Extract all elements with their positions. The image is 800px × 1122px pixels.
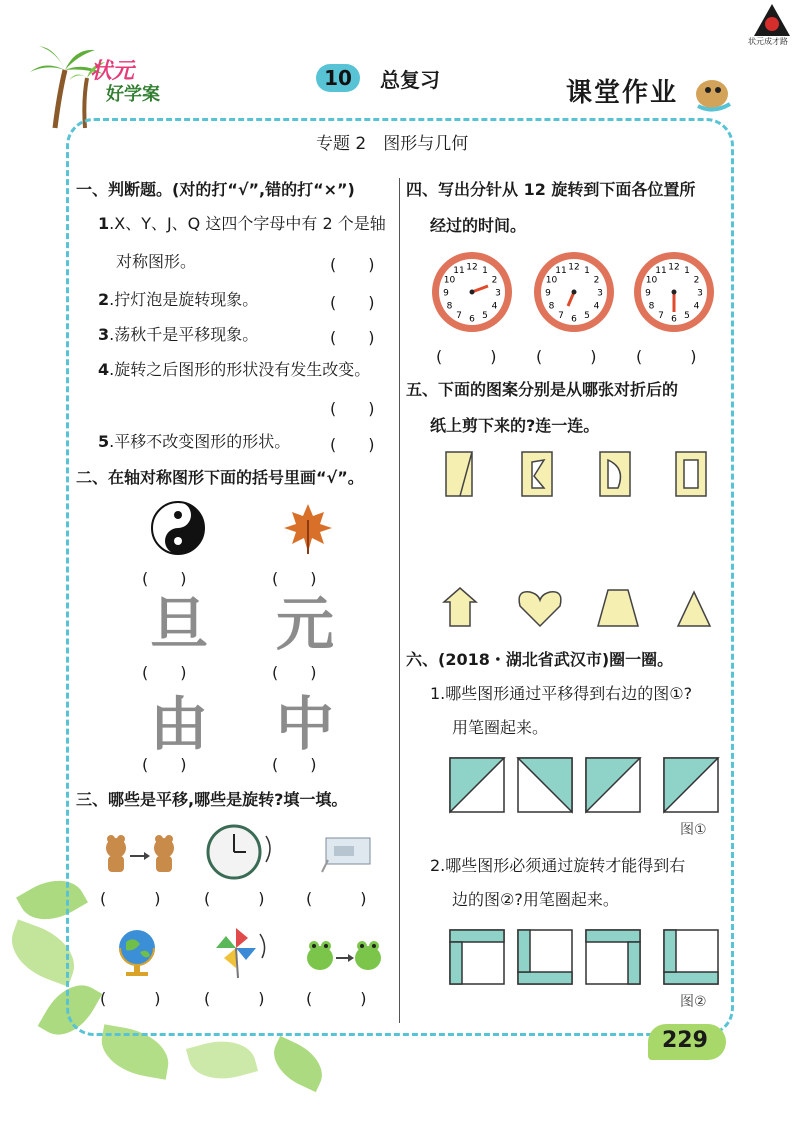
clock-numeral: 12 [668,262,680,273]
q6-sub2-line2: 边的图②?用笔圈起来。 [452,890,619,909]
translation-tiles [448,756,728,814]
clock-face-3 [632,250,716,338]
answer-paren[interactable]: ( ) [330,255,375,274]
answer-paren[interactable]: ( ) [436,347,497,366]
clock-numeral: 12 [466,262,478,273]
q6-sub2-line1: 2.哪些图形必须通过旋转才能得到右 [430,856,686,875]
clock-numeral: 10 [545,275,558,286]
clock-numeral: 6 [469,314,475,325]
answer-paren[interactable]: ( ) [204,989,265,1008]
pinwheel-icon [212,924,272,980]
yin-yang-icon [150,500,206,556]
clock-numeral: 4 [693,301,700,312]
clock-numeral: 9 [443,288,449,299]
clock-numeral: 7 [456,311,462,322]
answer-paren[interactable]: ( ) [330,293,375,312]
maple-leaf-icon [280,500,336,556]
q1-item-1: 1.X、Y、J、Q 这四个字母中有 2 个是轴 [98,214,386,233]
clock-numeral: 2 [491,275,498,286]
q6-sub1-line2: 用笔圈起来。 [452,718,549,737]
clock-numeral: 7 [558,311,564,322]
figure-1-label: 图① [680,822,707,838]
q1-heading: 一、判断题。(对的打“√”,错的打“×”) [76,180,355,199]
q3-heading: 三、哪些是平移,哪些是旋转?填一填。 [76,790,348,809]
clock-numeral: 1 [684,265,690,276]
q6-heading: 六、(2018・湖北省武汉市)圈一圈。 [406,650,674,669]
corner-logo-icon [752,2,792,38]
clock-numeral: 5 [684,311,690,322]
page-number: 229 [662,1028,708,1053]
leaf-decoration [186,1032,258,1087]
answer-paren[interactable]: ( ) [306,889,367,908]
unit-title: 总复习 [380,68,440,92]
clock-numeral: 3 [697,288,703,299]
char-yuan: 元 [276,590,335,658]
clock-numeral: 8 [446,301,453,312]
globe-icon [112,926,162,978]
q4-heading-line2: 经过的时间。 [430,216,527,235]
answer-paren[interactable]: ( ) [330,328,375,347]
answer-paren[interactable]: ( ) [306,989,367,1008]
heart-shape [519,592,561,626]
mascot-icon [688,66,738,116]
trapezoid-shape [598,590,638,626]
figure-2-label: 图② [680,994,707,1010]
q1-item-5: 5.平移不改变图形的形状。 [98,432,291,451]
answer-paren[interactable]: ( ) [536,347,597,366]
q5-heading-line2: 纸上剪下来的?连一连。 [430,416,600,435]
clock-numeral: 6 [571,314,577,325]
clock-numeral: 8 [648,301,655,312]
column-divider [399,178,400,1023]
clock-numeral: 1 [482,265,488,276]
clock-numeral: 11 [655,265,667,276]
clock-svg [430,250,514,334]
clock-numeral: 9 [645,288,651,299]
clock-numeral: 10 [443,275,456,286]
topic-title: 专题 2 图形与几何 [316,134,469,154]
section-label: 课堂作业 [566,78,679,108]
answer-paren[interactable]: ( ) [100,989,161,1008]
leaf-decoration [265,1036,331,1092]
unit-number-badge: 10 [316,64,360,92]
q5-heading-line1: 五、下面的图案分别是从哪张对折后的 [406,380,679,399]
clock-svg [632,250,716,334]
clock-numeral: 3 [495,288,501,299]
clock-numeral: 10 [645,275,658,286]
char-zhong: 中 [276,690,335,758]
clock-numeral: 9 [545,288,551,299]
clock-numeral: 4 [593,301,600,312]
triangle-shape [678,592,710,626]
clock-face-2 [532,250,616,338]
clock-svg [532,250,616,334]
answer-paren[interactable]: ( ) [100,889,161,908]
clock-numeral: 5 [584,311,590,322]
corner-logo-text: 状元成才路 [748,37,788,46]
clock-numeral: 11 [453,265,465,276]
q1-item-1-cont: 对称图形。 [116,252,197,271]
brand-top: 状元 [90,59,135,84]
answer-paren[interactable]: ( ) [330,435,375,454]
q1-item-2: 2.拧灯泡是旋转现象。 [98,290,259,309]
bear-translation-icon [100,832,180,876]
clock-numeral: 12 [568,262,580,273]
answer-paren[interactable]: ( ) [142,755,187,774]
folded-paper-2 [522,452,552,496]
clock-numeral: 5 [482,311,488,322]
drawer-icon [318,832,374,876]
q2-heading: 二、在轴对称图形下面的括号里画“√”。 [76,468,364,487]
answer-paren[interactable]: ( ) [636,347,697,366]
answer-paren[interactable]: ( ) [330,399,375,418]
clock-numeral: 6 [671,314,677,325]
folded-paper-shapes [440,448,720,504]
answer-paren[interactable]: ( ) [142,663,187,682]
clock-numeral: 4 [491,301,498,312]
answer-paren[interactable]: ( ) [272,663,317,682]
cutout-shapes [440,584,720,632]
q6-sub1-line1: 1.哪些图形通过平移得到右边的图①? [430,684,693,703]
clock-numeral: 2 [693,275,700,286]
q1-item-3: 3.荡秋千是平移现象。 [98,325,259,344]
q1-item-4: 4.旋转之后图形的形状没有发生改变。 [98,360,371,379]
clock-face-1 [430,250,514,338]
char-you: 由 [150,690,209,758]
q4-heading-line1: 四、写出分针从 12 旋转到下面各位置所 [406,180,696,199]
clock-numeral: 11 [555,265,567,276]
clock-numeral: 1 [584,265,590,276]
brand-bottom: 好学案 [106,84,160,105]
clock-numeral: 7 [658,311,664,322]
clock-numeral: 2 [593,275,600,286]
char-dan: 旦 [150,590,209,658]
wall-clock-icon [206,824,276,880]
folded-paper-1 [446,452,472,496]
rotation-tiles [448,928,728,986]
answer-paren[interactable]: ( ) [204,889,265,908]
answer-paren[interactable]: ( ) [142,569,187,588]
clock-numeral: 8 [548,301,555,312]
frog-translation-icon [304,934,384,976]
arrow-house-shape [444,588,476,626]
clock-numeral: 3 [597,288,603,299]
answer-paren[interactable]: ( ) [272,755,317,774]
answer-paren[interactable]: ( ) [272,569,317,588]
